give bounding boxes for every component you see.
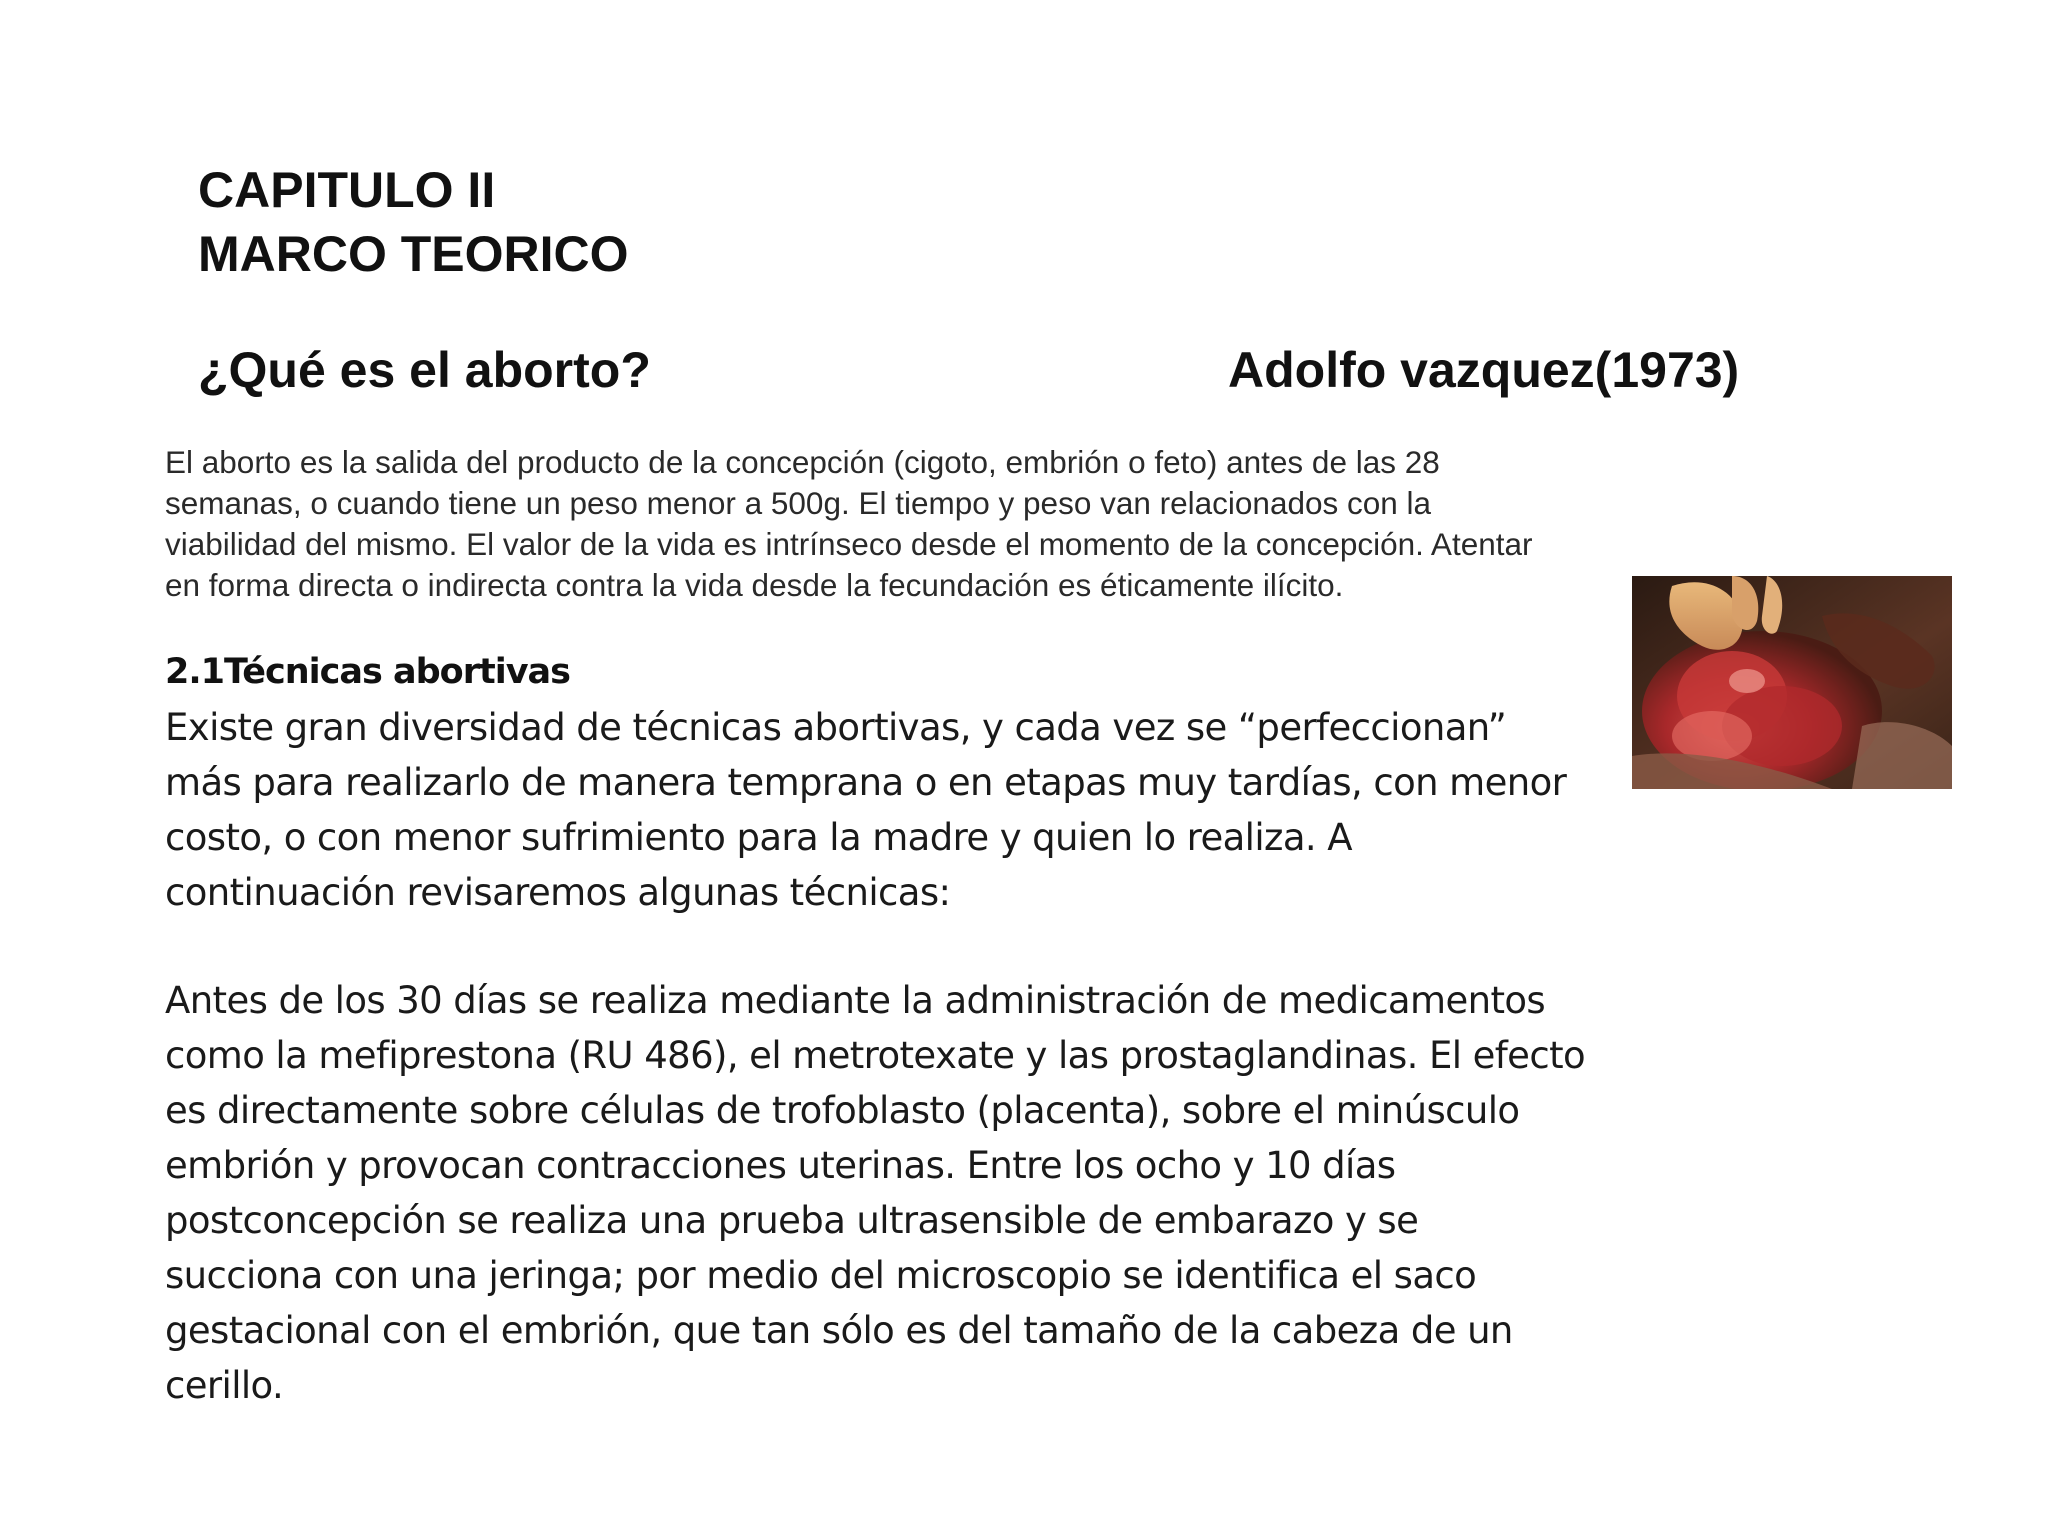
question-heading: ¿Qué es el aborto? [198, 342, 651, 398]
definition-paragraph: El aborto es la salida del producto de la concepción (cigoto, embrión o feto) antes de las 28 semanas, o cuando tiene un peso menor a 500g. El tiempo y peso van relacionados con la viabilidad del mismo. El valor de la vida es intrínseco desde el momento de la concepción. Atentar en forma directa o indirecta contra la vida desde la fecundación es éticamente ilícito. [165, 444, 1533, 603]
chapter-name: MARCO TEORICO [198, 226, 629, 282]
medical-photo [1632, 576, 1952, 789]
medical-photo-graphic [1632, 576, 1952, 789]
body-paragraph-1: Existe gran diversidad de técnicas abortivas, y cada vez se “perfeccionan” más para realizarlo de manera temprana o en etapas muy tardías, con menor costo, o con menor sufrimiento para la madre y quien lo realiza. A continuación revisaremos algunas técnicas: [165, 706, 1567, 914]
section-heading: 2.1Técnicas abortivas [165, 652, 570, 692]
chapter-number: CAPITULO II [198, 162, 496, 218]
body-paragraph-2: Antes de los 30 días se realiza mediante la administración de medicamentos como la mefiprestona (RU 486), el metrotexate y las prostaglandinas. El efecto es directamente sobre células de trofoblasto (placenta), sobre el minúsculo embrión y provocan contracciones uterinas. Entre los ocho y 10 días postconcepción se realiza una prueba ultrasensible de embarazo y se succiona con una jeringa; por medio del microscopio se identifica el saco gestacional con el embrión, que tan sólo es del tamaño de la cabeza de un cerillo. [165, 979, 1586, 1407]
chapter-title [198, 158, 629, 286]
author-citation: Adolfo vazquez(1973) [1228, 342, 1740, 398]
